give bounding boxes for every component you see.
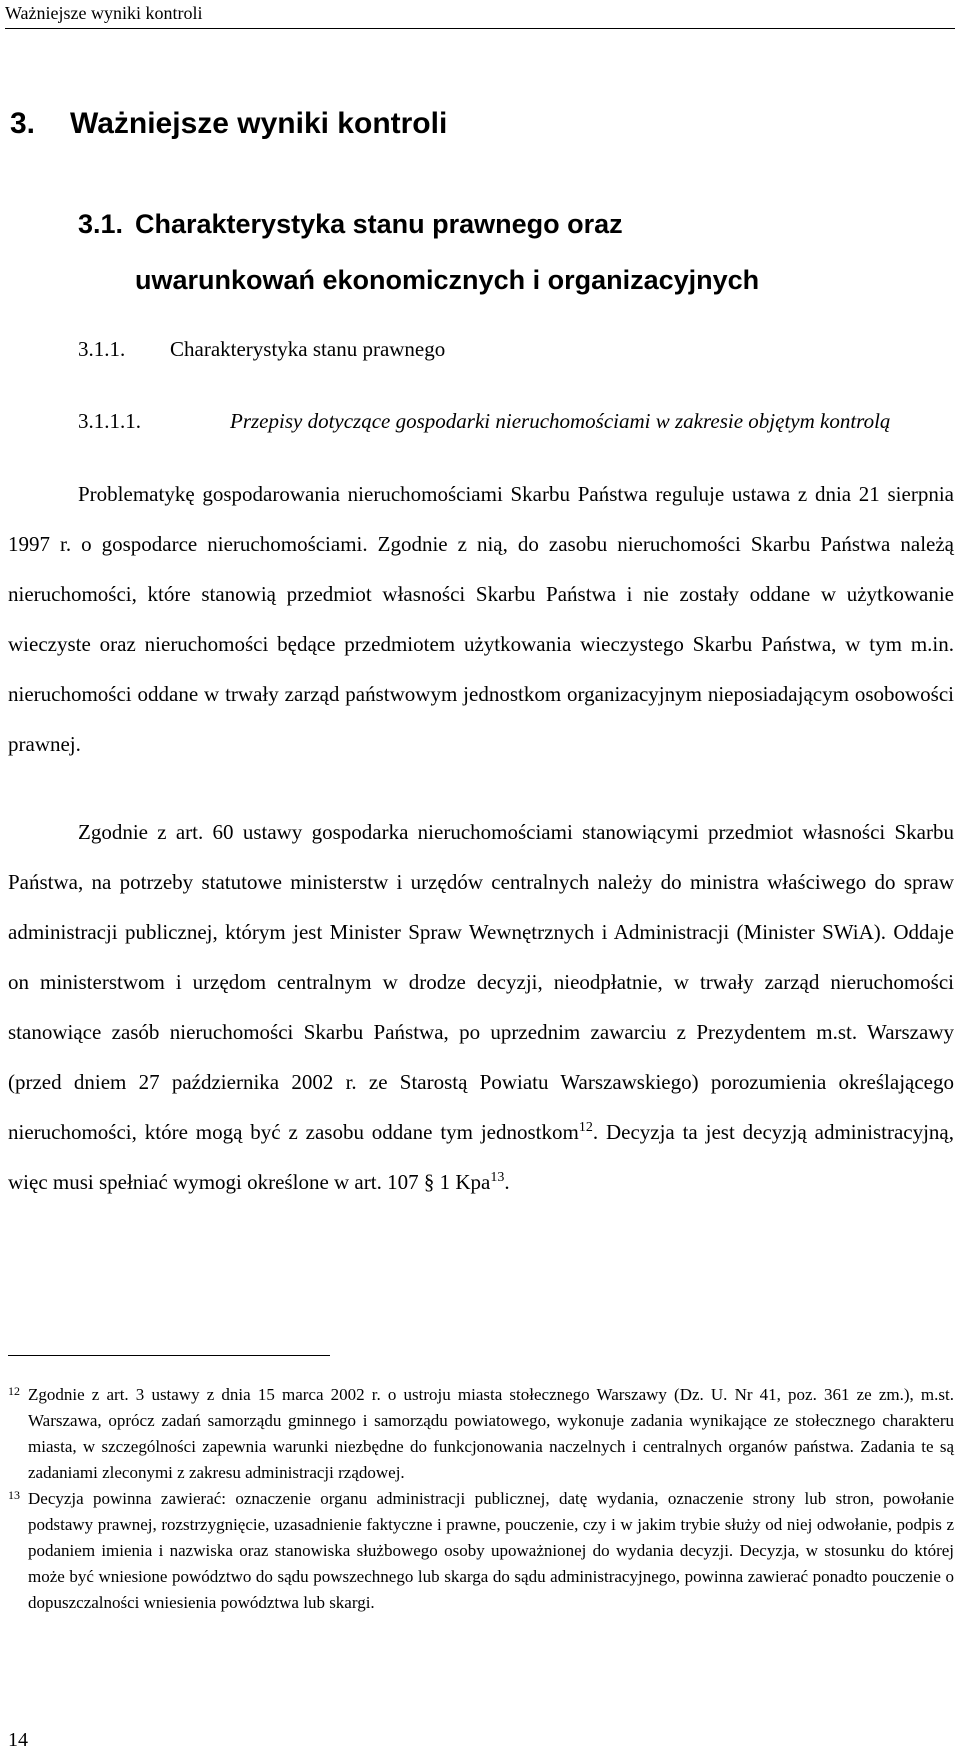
footnotes — [8, 1382, 954, 1616]
heading-number: 3. — [10, 107, 36, 140]
section-heading-3-1 — [78, 208, 759, 296]
footnote-number: 13 — [8, 1488, 20, 1502]
heading-number: 3.1.1.1. — [78, 409, 141, 433]
heading-title: Przepisy dotyczące gospodarki nieruchomościami w zakresie objętym kontrolą — [230, 409, 891, 433]
footnote-separator — [8, 1355, 330, 1356]
footnote-13 — [8, 1486, 954, 1616]
body-paragraph-2 — [8, 807, 954, 1207]
body-paragraph-1: Problematykę gospodarowania nieruchomościami Skarbu Państwa reguluje ustawa z dnia 21 sierpnia 1997 r. o gospodarce nieruchomościami. Zgodnie z nią, do zasobu nieruchomości Skarbu Państwa należą nieruchomości, które stanowią przedmiot własności Skarbu Państwa i nie zostały oddane w użytkowanie wieczyste oraz nieruchomości będące przedmiotem użytkowania wieczystego Skarbu Państwa, w tym m.in. nieruchomości oddane w trwały zarząd państwowym jednostkom organizacyjnym nieposiadającym osobowości prawnej. — [8, 482, 954, 756]
heading-title: Charakterystyka stanu prawnego — [170, 337, 446, 361]
heading-number: 3.1. — [78, 209, 124, 239]
footnote-text: Zgodnie z art. 3 ustawy z dnia 15 marca 2002 r. o ustroju miasta stołecznego Warszawy (Dz. U. Nr 41, poz. 361 ze zm.), m.st. Warszawa, oprócz zadań samorządu gminnego i samorządu powiatowego, wykonuje zadania wynikające ze stołecznego charakteru miasta, w szczególności zapewnia warunki niezbędne do funkcjonowania naczelnych i centralnych organów państwa. Zadania te są zadaniami zleconymi z zakresu administracji rządowej. — [28, 1385, 954, 1482]
section-heading-3 — [10, 106, 447, 142]
footnote-number: 12 — [8, 1384, 20, 1398]
paragraph-text-part2: . Decyzja ta jest decyzją administracyjną, więc musi spełniać wymogi określone w art. 107 § 1 Kpa — [8, 1120, 954, 1194]
running-header — [5, 2, 955, 29]
section-heading-3-1-1 — [78, 336, 445, 362]
footnote-reference-13[interactable]: 13 — [490, 1170, 505, 1185]
heading-title-line2: uwarunkowań ekonomicznych i organizacyjnych — [135, 265, 760, 295]
footnote-12 — [8, 1382, 954, 1486]
paragraph-text-part1: Zgodnie z art. 60 ustawy gospodarka nieruchomościami stanowiącymi przedmiot własności Skarbu Państwa, na potrzeby statutowe ministerstw i urzędów centralnych należy do ministra właściwego do spraw administracji publicznej, którym jest Minister Spraw Wewnętrznych i Administracji (Minister SWiA). Oddaje on ministerstwom i urzędom centralnym w drodze decyzji, nieodpłatnie, w trwały zarząd nieruchomości stanowiące zasób nieruchomości Skarbu Państwa, po uprzednim zawarciu z Prezydentem m.st. Warszawy (przed dniem 27 października 2002 r. ze Starostą Powiatu Warszawskiego) porozumienia określającego nieruchomości, które mogą być z zasobu oddane tym jednostkom — [8, 820, 954, 1144]
footnote-reference-12[interactable]: 12 — [578, 1120, 593, 1135]
heading-number: 3.1.1. — [78, 337, 126, 361]
footnote-text: Decyzja powinna zawierać: oznaczenie organu administracji publicznej, datę wydania, oznaczenie strony lub stron, powołanie podstawy prawnej, rozstrzygnięcie, uzasadnienie faktyczne i prawne, pouczenie, czy i w jakim trybie służy od niej odwołanie, podpis z podaniem imienia i nazwiska oraz stanowiska służbowego osoby upoważnionej do wydania decyzji. Decyzja, w stosunku do której może być wniesione powództwo do sądu powszechnego lub skarga do sądu administracyjnego, powinna zawierać ponadto pouczenie o dopuszczalności wniesienia powództwa lub skargi. — [28, 1489, 954, 1612]
heading-title-line1: Charakterystyka stanu prawnego oraz — [135, 209, 623, 239]
section-heading-3-1-1-1 — [78, 408, 956, 435]
page-number: 14 — [8, 1729, 28, 1751]
heading-title: Ważniejsze wyniki kontroli — [70, 107, 448, 140]
running-title: Ważniejsze wyniki kontroli — [5, 3, 203, 23]
paragraph-text-part3: . — [504, 1170, 510, 1194]
